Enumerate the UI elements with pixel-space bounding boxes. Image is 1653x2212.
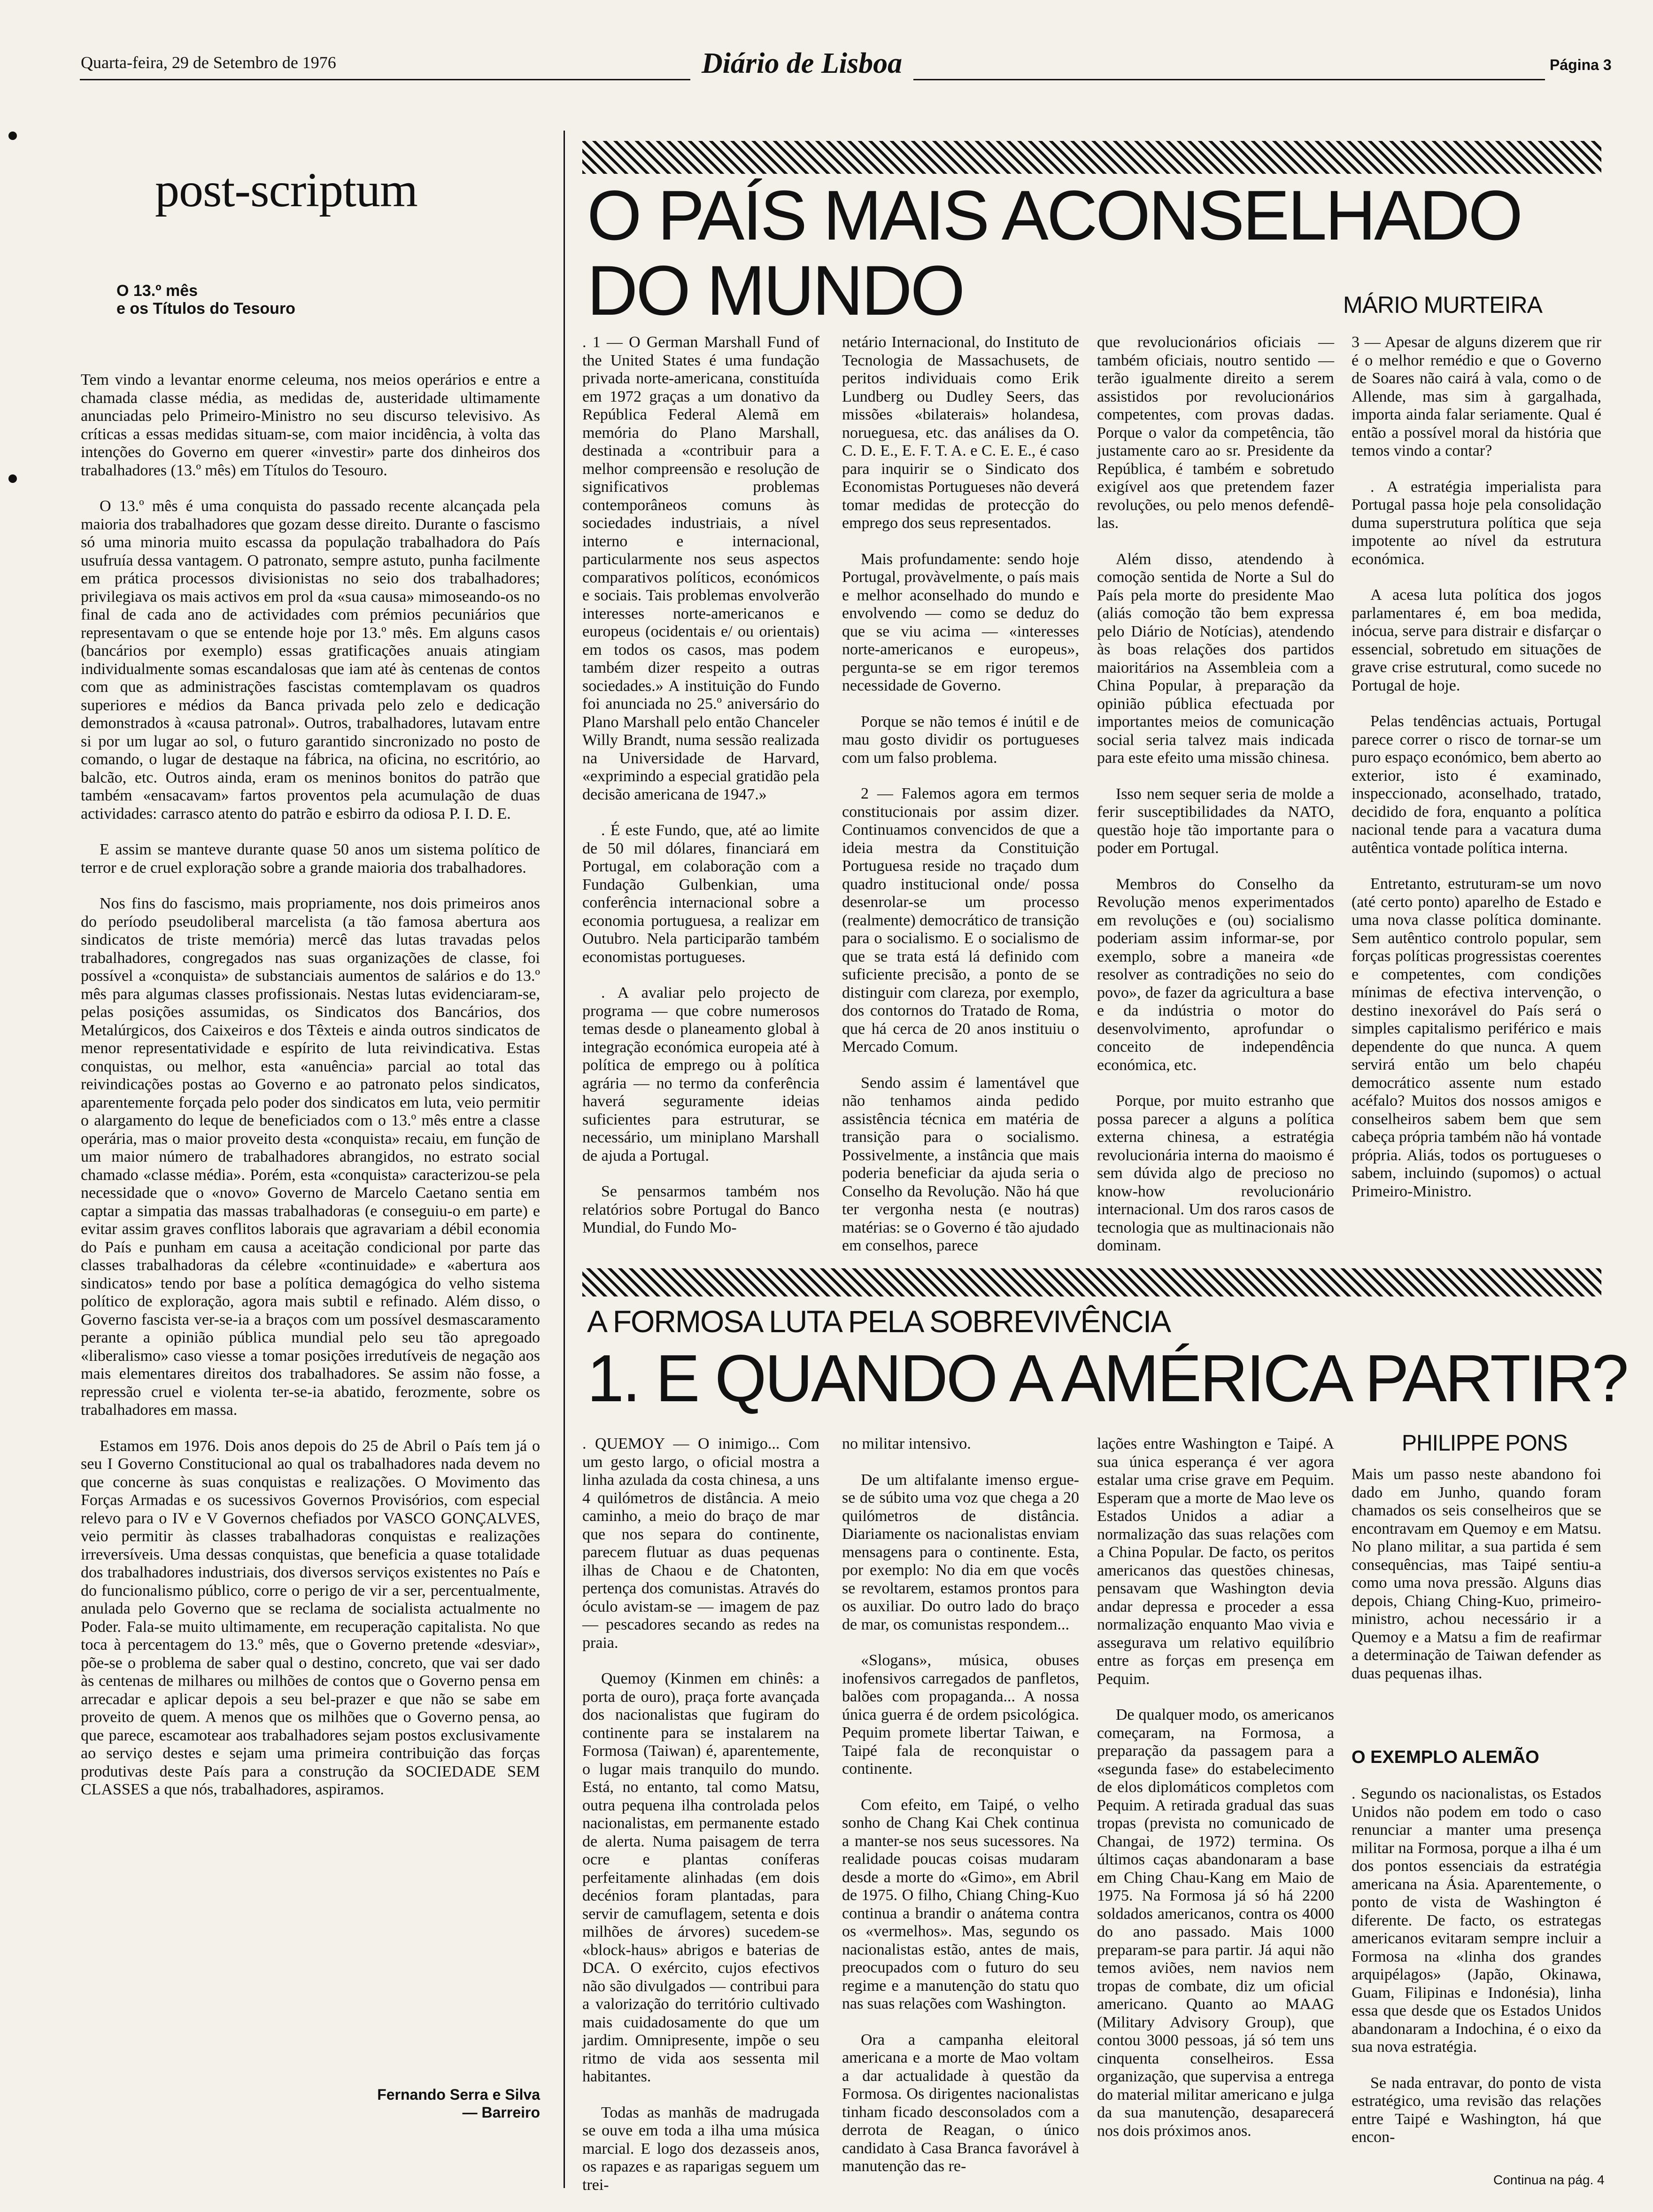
postscriptum-signature bbox=[329, 2086, 540, 2121]
paragraph: Se pensarmos também nos relatórios sobre Portugal do Banco Mundial, do Fundo Mo- bbox=[582, 1183, 819, 1236]
masthead: Diário de Lisboa bbox=[690, 47, 913, 80]
paragraph: Todas as manhãs de madrugada se ouve em toda a ilha uma música marcial. E logo dos dezasseis anos, os rapazes e as raparigas seguem um trei- bbox=[582, 2103, 819, 2194]
paragraph: Mais profundamente: sendo hoje Portugal, provàvelmente, o país mais e melhor aconselhado do mundo e envolvendo — como se deduz do que se viu acima — «interesses norte-americanos e europeus», pergunta-se se em rigor teremos necessidade de Governo. bbox=[842, 550, 1079, 694]
paragraph: Estamos em 1976. Dois anos depois do 25 de Abril o País tem já o seu I Governo Constitucional ao qual os trabalhadores nada devem no que concerne às suas conquistas e realizações. O Movimento das Forças Armadas e os sucessivos Governos Provisórios, com especial relevo para o IV e V Governos chefiados por VASCO GONÇALVES, veio permitir às classes trabalhadoras conquistas e realizações irreversíveis. Uma dessas conquistas, que beneficia a quase totalidade dos trabalhadores industriais, dos diversos serviços existentes no País e do funcionalismo público, corre o perigo de vir a ser, percentualmente, anulada pelo Governo que se reclama de socialista actualmente no Poder. Fala-se muito ultimamente, em recuperação capitalista. No que toca à percentagem do 13.º mês, que o Governo pretende «desviar», põe-se o problema de saber qual o destino, concreto, que vai ser dado às centenas de milhares ou milhões de contos que o Governo pensa em arrecadar e aplicar depois a seu bel-prazer e que não se sabe em proveito de quem. A menos que os milhões que o Governo pensa, ao que parece, escamotear aos trabalhadores sejam postos exclusivamente ao serviço destes e sejam uma primeira contribuição das forças produtivas deste País para a construção da SOCIEDADE SEM CLASSES a que nós, trabalhadores, aspiramos. bbox=[81, 1437, 540, 1798]
paragraph: Isso nem sequer seria de molde a ferir susceptibilidades da NATO, questão hoje tão importante para o poder em Portugal. bbox=[1097, 785, 1334, 857]
paragraph: . A estratégia imperialista para Portugal passa hoje pela consolidação duma superstrutura política que seja impotente ao nível da estrutura económica. bbox=[1352, 478, 1601, 568]
article2-kicker: A FORMOSA LUTA PELA SOBREVIVÊNCIA bbox=[587, 1304, 1171, 1339]
header-date: Quarta-feira, 29 de Setembro de 1976 bbox=[81, 53, 336, 72]
paragraph: Sendo assim é lamentável que não tenhamos ainda pedido assistência técnica em matéria de transição para o socialismo. Possivelmente, a instância que mais poderia beneficiar da ajuda seria o Conselho da Revolução. Não há que ter vergonha nesta (e noutras) matérias: se o Governo é tão ajudado em conselhos, parece bbox=[842, 1074, 1079, 1254]
article1-column-3 bbox=[1097, 334, 1334, 1309]
article2-column-1 bbox=[582, 1435, 819, 2212]
paragraph: De um altifalante imenso ergue-se de súbito uma voz que chega a 20 quilómetros de distância. Diariamente os nacionalistas enviam mensagens para o continente. Esta, por exemplo: No dia em que vocês se revoltarem, estamos prontos para os auxiliar. Do outro lado do braço de mar, os comunistas respondem... bbox=[842, 1471, 1079, 1633]
article2-hatch-band bbox=[582, 1268, 1601, 1296]
article2-headline: 1. E QUANDO A AMÉRICA PARTIR? bbox=[587, 1341, 1627, 1416]
binding-hole bbox=[8, 132, 17, 140]
article2-byline: PHILIPPE PONS bbox=[1402, 1431, 1568, 1456]
paragraph: Tem vindo a levantar enorme celeuma, nos meios operários e entre a chamada classe média, as medidas de, austeridade ultimamente anunciadas pelo Primeiro-Ministro no seu discurso televisivo. As críticas a essas medidas situam-se, com maior incidência, à volta das intenções do Governo em querer «investir» parte dos dinheiros dos trabalhadores (13.º mês) em Títulos do Tesouro. bbox=[81, 371, 540, 479]
paragraph: «Slogans», música, obuses inofensivos carregados de panfletos, balões com propaganda... A nossa única guerra é de ordem psicológica. Pequim promete libertar Taiwan, e Taipé fala de reconquistar o continente. bbox=[842, 1652, 1079, 1777]
paragraph: De qualquer modo, os americanos começaram, na Formosa, a preparação da passagem para a «segunda fase» do estabelecimento de elos diplomáticos completos com Pequim. A retirada gradual das suas tropas (prevista no comunicado de Changai, de 1972) termina. Os últimos caças abandonaram a base em Ching Chau-Kang em Maio de 1975. Na Formosa já só há 2200 soldados americanos, contra os 4000 do ano passado. Mais 1000 preparam-se para partir. Já aqui não temos aviões, nem navios nem tropas de combate, diz um oficial americano. Quanto ao MAAG (Military Advisory Group), que contou 3000 pessoas, já só tem uns cinquenta conselheiros. Essa organização, que supervisa a entrega do material militar americano e julga da sua manutenção, desaparecerá nos dois próximos anos. bbox=[1097, 1706, 1334, 2140]
article2-column-4 bbox=[1352, 1466, 1601, 1700]
paragraph: 2 — Falemos agora em termos constitucionais por assim dizer. Continuamos convencidos de que a ideia mestra da Constituição Portuguesa reside no traçado dum quadro institucional onde/ possa desenrolar-se um processo (realmente) democrático de transição para o socialismo. E o socialismo de que se trata está lá definido com suficiente precisão, a ponto de se distinguir com clareza, por exemplo, dos contornos do Tratado de Roma, que há cerca de 20 anos instituiu o Mercado Comum. bbox=[842, 785, 1080, 1056]
paragraph: Nos fins do fascismo, mais propriamente, nos dois primeiros anos do período pseudoliberal marcelista (a tão famosa abertura aos sindicatos de triste memória) mercê das lutas travadas pelos trabalhadores, congregados nas suas organizações de classe, foi possível a «conquista» de substanciais aumentos de salários e do 13.º mês para algumas classes profissionais. Nestas lutas evidenciaram-se, pelas posições assumidas, os Sindicatos dos Bancários, dos Metalúrgicos, dos Caixeiros e dos Têxteis e ainda outros sindicatos de menor representatividade e espírito de luta reivindicativa. Estas conquistas, ou melhor, esta «anuência» parcial ao total das reivindicações postas ao Governo e ao patronato pelos sindicatos, aparentemente forçada pelo poder dos sindicatos em luta, veio permitir o alargamento do leque de beneficiados com o 13.º mês entre a classe operária, mas o maior proveito desta «conquista» recaiu, em função de um maior número de trabalhadores abrangidos, no estrato social chamado «classe média». Porém, esta «conquista» caracterizou-se pela necessidade que o «novo» Governo de Marcelo Caetano sentia em captar a simpatia das massas trabalhadoras (e conseguiu-o em parte) e evitar assim graves conflitos laborais que agravariam a débil economia do País e punham em causa a aceitação condicional por parte das classes trabalhadoras da célebre «continuidade» e «abertura aos sindicatos» tendo por base a política demagógica do velho sistema político de exploração, agora mais subtil e refinado. Além disso, o Governo fascista ver-se-ia a braços com um possível desmascaramento perante a opinião pública mundial pelo seu tão apregoado «liberalismo» caso viesse a tomar posições irredutíveis de negação aos mais elementares direitos dos trabalhadores. Se assim não fosse, a repressão cruel e violenta ter-se-ia abatido, ferozmente, sobre os trabalhadores em massa. bbox=[81, 895, 540, 1419]
paragraph: Porque, por muito estranho que possa parecer a alguns a política externa chinesa, a estratégia revolucionária interna do maoismo é sem dúvida algo de precioso no know-how revolucionário internacional. Um dos raros casos de tecnologia que as multinacionais não dominam. bbox=[1097, 1092, 1334, 1254]
paragraph: Quemoy (Kinmen em chinês: a porta de ouro), praça forte avançada dos nacionalistas que fugiram do continente para se instalarem na Formosa (Taiwan) é, aparentemente, o lugar mais tranquilo do mundo. Está, no entanto, tal como Matsu, outra pequena ilha controlada pelos nacionalistas, em permanente estado de alerta. Numa paisagem de terra ocre e plantas coníferas perfeitamente alinhadas (em dois decénios foram plantadas, para servir de camuflagem, setenta e dois milhões de árvores) sucedem-se «block-haus» abrigos e baterias de DCA. O exército, cujos efectivos não são divulgados — contribui para a valorização do território cultivado mais cuidadosamente do que um jardim. Omnipresente, impõe o seu ritmo de vida aos sessenta mil habitantes. bbox=[582, 1670, 819, 2085]
paragraph: O 13.º mês é uma conquista do passado recente alcançada pela maioria dos trabalhadores que gozam desse direito. Durante o fascismo só uma minoria muito escassa da população trabalhadora do País usufruía dessa vantagem. O patronato, sempre astuto, punha facilmente em prática processos divisionistas no seio dos trabalhadores; privilegiava os mais activos em prol da «sua causa» mimoseando-os no final de cada ano de actividades com prémios pecuniários que representavam o que se entende hoje por 13.º mês. Em alguns casos (bancários por exemplo) essas gratificações anuais atingiam individualmente somas escandalosas que iam até às centenas de contos com que as administrações fascistas comtemplavam os quadros superiores e médios da Banca privada pelo zelo e dedicação demonstrados à «causa patronal». Outros, trabalhadores, lutavam entre si por um lugar ao sol, o futuro garantido sincronizado no posto de comando, o lugar de destaque na fábrica, na oficina, no escritório, ao balcão, etc. Outros ainda, eram os meninos bonitos do patrão que também «ensacavam» fartos proventos pela acumulação de duas actividades: carrasco atento do patrão e esbirro da odiosa P. I. D. E. bbox=[81, 497, 540, 823]
paragraph: Se nada entravar, do ponto de vista estratégico, uma revisão das relações entre Taipé e Washington, há que encon- bbox=[1352, 2074, 1601, 2146]
paragraph: que revolucionários oficiais — também oficiais, noutro sentido — terão igualmente direito a serem assistidos por revolucionários competentes, com provas dadas. Porque o valor da competência, tão justamente caro ao sr. Presidente da República, é também e sobretudo exigível aos que pretendem fazer revoluções, ou pelo menos defendê-las. bbox=[1097, 334, 1334, 532]
paragraph: Entretanto, estruturam-se um novo (até certo ponto) aparelho de Estado e uma nova classe política dominante. Sem autêntico controlo popular, sem forças políticas progressistas coerentes e competentes, com condições mínimas de efectiva intervenção, o destino inexorável do País será o simples capitalismo periférico e mais dependente do que nunca. A quem servirá então um belo chapéu democrático assente num estado acéfalo? Muitos dos nossos amigos e conselheiros sabem bem que sem cabeça própria também não há vontade própria. Aliás, todos os portugueses o sabem, incluindo (supomos) o actual Primeiro-Ministro. bbox=[1352, 875, 1601, 1200]
paragraph: no militar intensivo. bbox=[842, 1435, 971, 1452]
binding-hole bbox=[8, 474, 17, 483]
paragraph: Pelas tendências actuais, Portugal parece correr o risco de tornar-se um puro espaço económico, bem aberto ao exterior, isto é examinado, inspeccionado, aconselhado, tratado, decidido de fora, enquanto a política nacional tende para a vacatura duma autêntica vontade política interna. bbox=[1352, 713, 1601, 857]
article2-subhead: O EXEMPLO ALEMÃO bbox=[1352, 1747, 1539, 1767]
signature-name: Fernando Serra e Silva bbox=[377, 2086, 540, 2103]
paragraph: . A avaliar pelo projecto de programa — que cobre numerosos temas desde o planeamento global à integração económica europeia até à política de emprego ou à política agrária — no termo da conferência haverá seguramente ideias suficientes para estruturar, se necessário, um miniplano Marshall de ajuda a Portugal. bbox=[582, 984, 819, 1164]
paragraph: . É este Fundo, que, até ao limite de 50 mil dólares, financiará em Portugal, em colaboração com a Fundação Gulbenkian, uma conferência internacional sobre a economia portuguesa, a realizar em Outubro. Nela participarão também economistas portugueses. bbox=[582, 822, 819, 966]
paragraph: Porque se não temos é inútil e de mau gosto dividir os portugueses com um falso problema. bbox=[842, 713, 1079, 767]
paragraph: Mais um passo neste abandono foi dado em Junho, quando foram chamados os seis conselheiros que se encontravam em Quemoy e em Matsu. No plano militar, a sua partida é sem consequências, mas Taipé sentiu-a como uma nova pressão. Alguns dias depois, Chiang Ching-Kuo, primeiro-ministro, achou necessário ir a Quemoy e a Matsu a fim de reafirmar a determinação de Taiwan defender as duas pequenas ilhas. bbox=[1352, 1466, 1601, 1682]
paragraph: . Segundo os nacionalistas, os Estados Unidos não podem em todo o caso renunciar a manter uma presença militar na Formosa, porque a ilha é um dos pontos essenciais da estratégia americana na Ásia. Aparentemente, o ponto de vista de Washington é diferente. De facto, os estrategas americanos evitaram sempre incluir a Formosa na «linha dos grandes arquipélagos» (Japão, Okinawa, Guam, Filipinas e Indonésia), linha essa que desde que os Estados Unidos abandonaram a Indochina, é o eixo da sua nova estratégia. bbox=[1352, 1785, 1601, 2056]
paragraph: A acesa luta política dos jogos parlamentares é, em boa medida, inócua, serve para distrair e disfarçar o essencial, sobretudo em situações de grave crise estrutural, como sucede no Portugal de hoje. bbox=[1352, 586, 1601, 694]
paragraph: 3 — Apesar de alguns dizerem que rir é o melhor remédio e que o Governo de Soares não cairá à vala, como o de Allende, mas sim à gargalhada, importa ainda falar seriamente. Qual é então a possível moral da história que temos vindo a contar? bbox=[1352, 334, 1601, 459]
article1-headline-line1: O PAÍS MAIS ACONSELHADO bbox=[587, 176, 1522, 255]
paragraph: Ora a campanha eleitoral americana e a morte de Mao voltam a dar actualidade à questão da Formosa. Os dirigentes nacionalistas tinham ficado desconsolados com a derrota de Reagan, o único candidato à Casa Branca favorável à manutenção das re- bbox=[842, 2031, 1079, 2175]
paragraph: netário Internacional, do Instituto de Tecnologia de Massachusets, de peritos individuais como Erik Lundberg ou Dudley Seers, das missões «bilaterais» holandesa, norueguesa, etc. das análises da O. C. D. E., E. F. T. A. e C. E. E., é caso para inquirir se o Sindicato dos Economistas Portugueses não deverá tomar medidas de protecção do emprego dos seus representados. bbox=[842, 334, 1079, 532]
article1-headline-line2: DO MUNDO bbox=[587, 251, 964, 330]
article1-hatch-band bbox=[582, 141, 1601, 174]
continued-note: Continua na pág. 4 bbox=[1493, 2173, 1605, 2187]
paragraph: E assim se manteve durante quase 50 anos um sistema político de terror e de cruel exploração sobre a grande maioria dos trabalhadores. bbox=[81, 841, 540, 877]
article1-column-1 bbox=[582, 334, 819, 1255]
article2-column-5 bbox=[1352, 1785, 1601, 2165]
paragraph: Membros do Conselho da Revolução menos experimentados em revoluções e (ou) socialismo poderiam assim informar-se, por exemplo, sobre a maneira «de resolver as contradições no seio do povo», de fazer da agricultura a base e da indústria o motor do desenvolvimento, aprofundar o conceito de independência económica, etc. bbox=[1097, 875, 1334, 1074]
paragraph: Além disso, atendendo à comoção sentida de Norte a Sul do País pela morte do presidente Mao (aliás comoção tão bem expressa pelo Diário de Notícias), atendendo às boas relações dos partidos maioritários na Assembleia com a China Popular, à preparação da opinião pública efectuada por importantes meios de comunicação social seria talvez mais indicada para este efeito uma missão chinesa. bbox=[1097, 550, 1334, 767]
paragraph: Com efeito, em Taipé, o velho sonho de Chang Kai Chek continua a manter-se nos seus sucessores. Na realidade poucas coisas mudaram desde a morte do «Gimo», em Abril de 1975. O filho, Chiang Ching-Kuo continua a brandir o anátema contra os «vermelhos». Mas, segundo os nacionalistas estão, antes de mais, preocupados com o futuro do seu regime e a manutenção do statu quo nas suas relações com Washington. bbox=[842, 1796, 1079, 2012]
column-divider bbox=[564, 131, 565, 2188]
postscriptum-body bbox=[81, 371, 540, 1817]
paragraph: . 1 — O German Marshall Fund of the United States é uma fundação privada norte-americana, constituída em 1972 graças a um donativo da República Federal Alemã em memória do Plano Marshall, destinada a «contribuir para a melhor compreensão e resolução de significativos problemas contemporâneos comuns às sociedades industriais, a nível interno e internacional, particularmente nos seus aspectos comparativos políticos, económicos e sociais. Tais problemas envolverão interesses norte-americanos e europeus (ocidentais e/ ou orientais) em todos os casos, mas podem também dizer respeito a outras sociedades.» A instituição do Fundo foi anunciada no 25.º aniversário do Plano Marshall pelo então Chanceler Willy Brandt, numa sessão realizada na Universidade de Harvard, «exprimindo a especial gratidão pela decisão americana de 1947.» bbox=[582, 334, 819, 803]
paragraph: lações entre Washington e Taipé. A sua única esperança é ver agora estalar uma crise grave em Pequim. Esperam que a morte de Mao leve os Estados Unidos a adiar a normalização das suas relações com a China Popular. De facto, os peritos americanos das questões chinesas, pensavam que Washington devia andar depressa e proceder a essa normalização enquanto Mao vivia e assegurava um relativo equilíbrio entre as forças em presença em Pequim. bbox=[1097, 1435, 1334, 1688]
article2-column-2 bbox=[842, 1435, 1079, 2194]
postscriptum-title: post-scriptum bbox=[155, 163, 417, 217]
postscriptum-subtitle-line1: O 13.º mês bbox=[116, 282, 198, 300]
article1-column-2 bbox=[842, 334, 1079, 1273]
postscriptum-subtitle-line2: e os Títulos do Tesouro bbox=[116, 300, 295, 318]
paragraph: . QUEMOY — O inimigo... Com um gesto largo, o oficial mostra a linha azulada da costa chinesa, a uns 4 quilómetros de distância. A meio caminho, a meio do braço de mar que nos separa do continente, parecem flutuar as duas pequenas ilhas de Chaou e de Chatonten, pertença dos comunistas. Através do óculo avistam-se — imagem de paz — pescadores secando as redes na praia. bbox=[582, 1435, 819, 1652]
page-number: Página 3 bbox=[1545, 56, 1612, 85]
signature-place: — Barreiro bbox=[462, 2104, 540, 2121]
postscriptum-subtitle bbox=[116, 282, 295, 318]
article1-column-4 bbox=[1352, 334, 1601, 1219]
article1-byline: MÁRIO MURTEIRA bbox=[1343, 292, 1542, 318]
article2-column-3 bbox=[1097, 1435, 1334, 2158]
